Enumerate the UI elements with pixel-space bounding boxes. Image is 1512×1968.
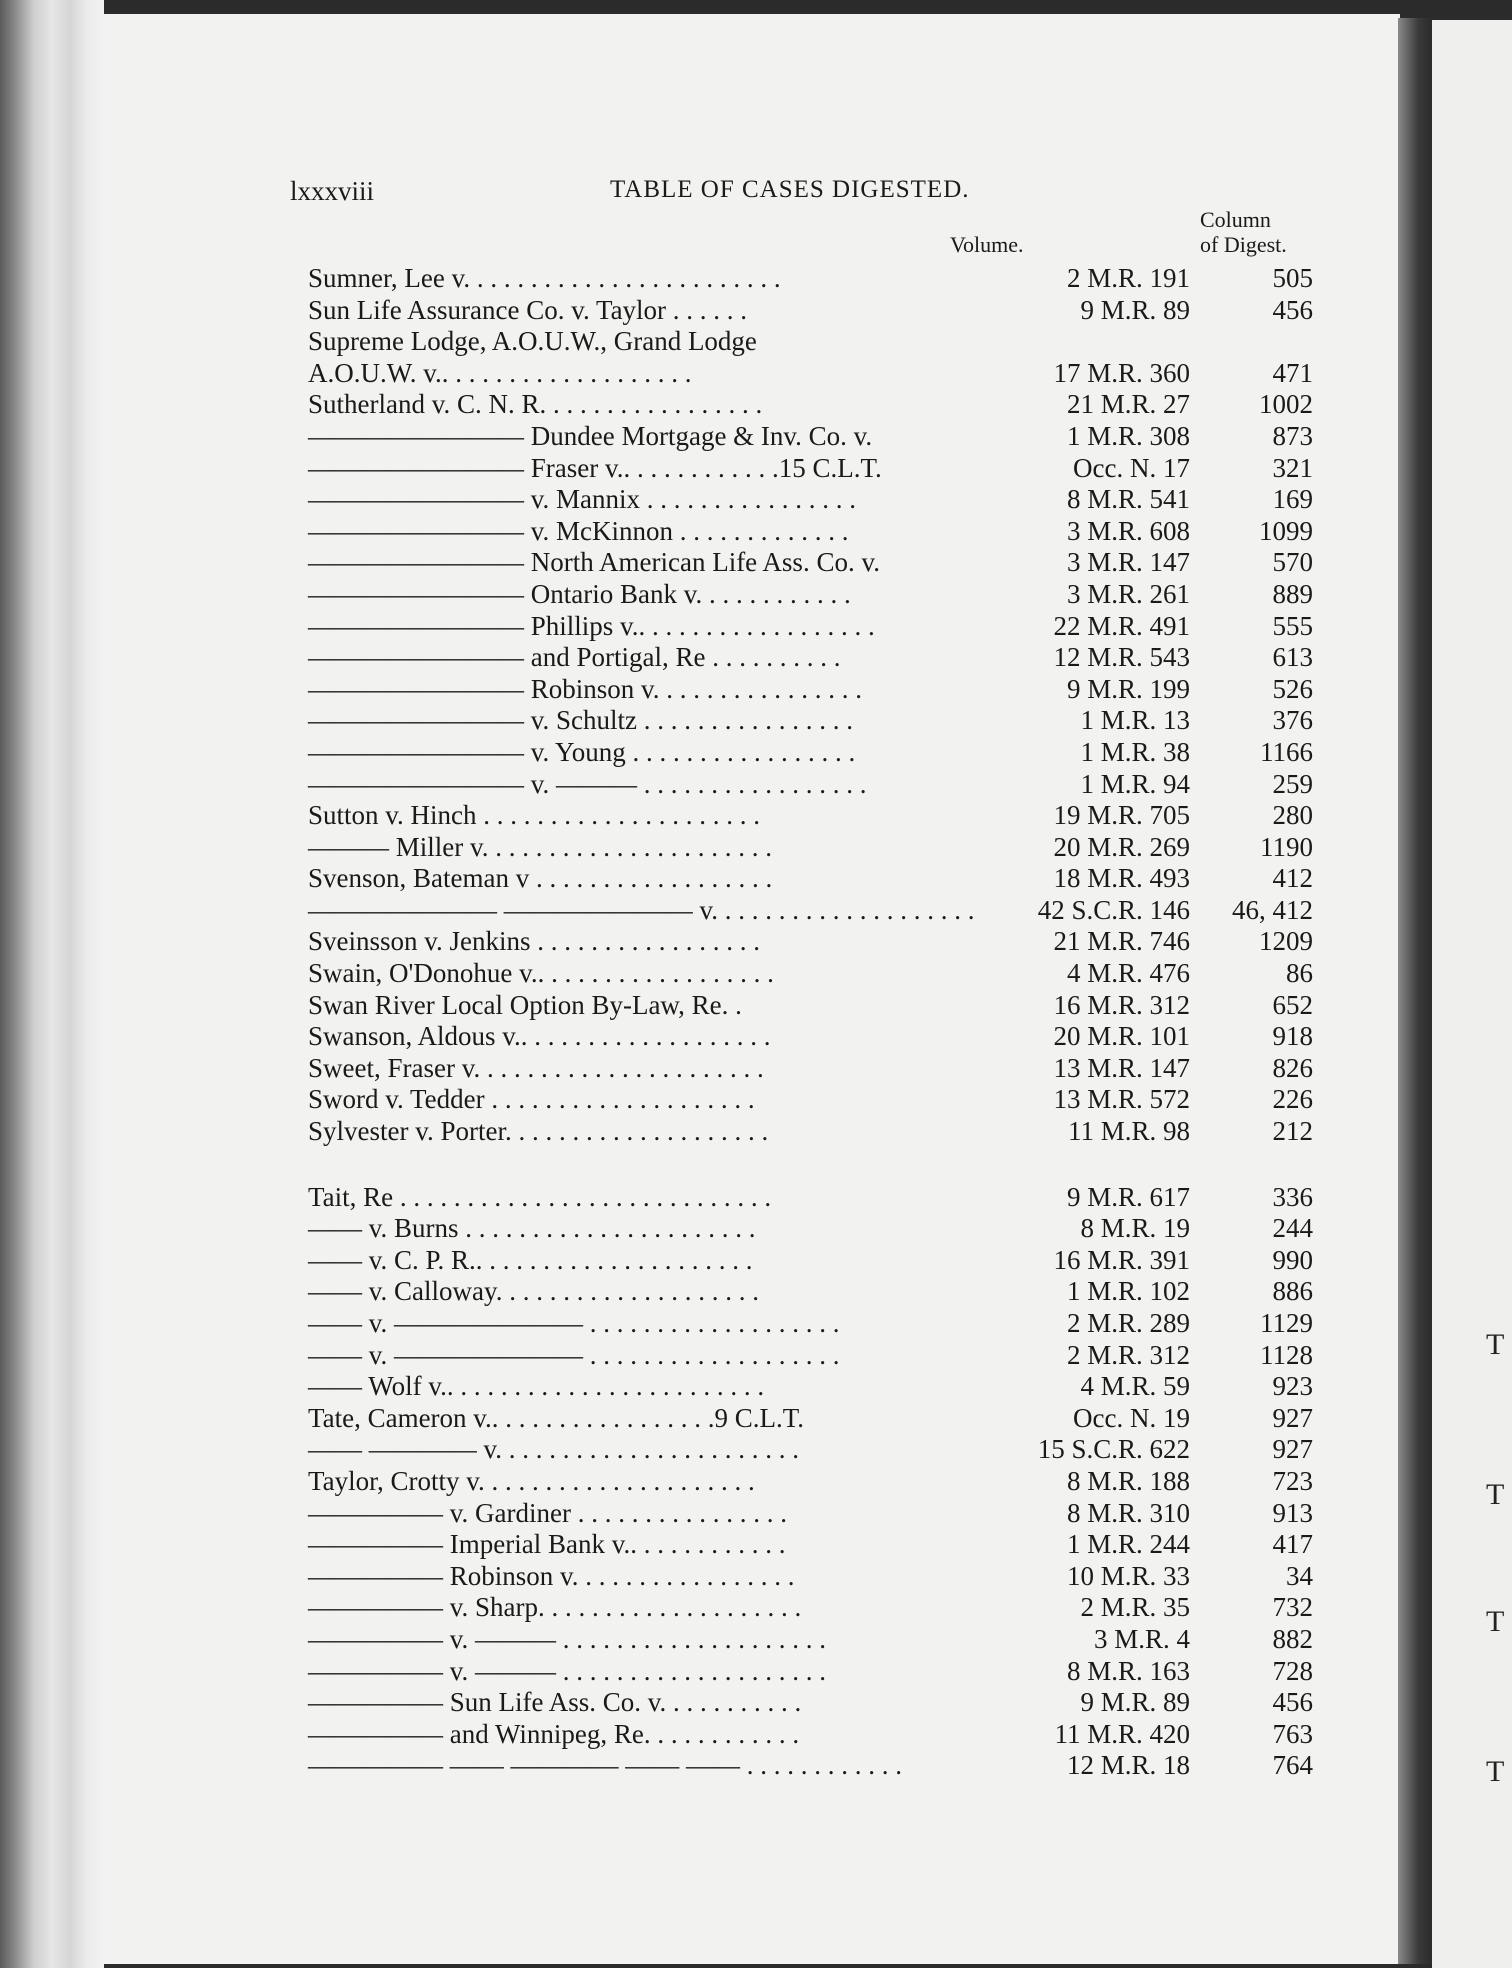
table-row [308,516,1313,548]
case-name: ————— v. ——— . . . . . . . . . . . . . . . . . . . . [308,1655,826,1686]
table-row [308,1624,1313,1656]
digest-column: 723 [1272,1465,1313,1496]
volume-reference: 16 M.R. 312 [1053,989,1190,1020]
volume-reference: 21 M.R. 746 [1053,926,1190,957]
case-name: —— v. ——————— . . . . . . . . . . . . . . . . . . . [308,1308,840,1338]
volume-reference: 1 M.R. 244 [1066,1529,1190,1560]
case-table [308,263,1313,1782]
volume-reference: 3 M.R. 261 [1066,578,1190,609]
digest-column: 505 [1272,263,1313,293]
table-row [308,1498,1313,1530]
digest-column: 46, 412 [1232,894,1313,925]
volume-reference: 2 M.R. 289 [1066,1308,1190,1338]
volume-reference: 1 M.R. 94 [1080,768,1190,799]
digest-column-heading-1: Column [1200,207,1271,232]
case-name: ———————— v. ——— . . . . . . . . . . . . . . . . . [308,768,867,799]
digest-column: 376 [1272,705,1313,736]
case-name: ———————— v. Mannix . . . . . . . . . . . . . . . . [308,484,856,515]
table-row [308,1403,1313,1435]
volume-reference: 8 M.R. 163 [1066,1655,1190,1686]
volume-reference: 1 M.R. 102 [1066,1276,1190,1307]
volume-reference: 42 S.C.R. 146 [1037,894,1190,925]
volume-reference: 11 M.R. 420 [1054,1718,1190,1749]
volume-reference: 9 M.R. 617 [1066,1181,1190,1212]
case-name: ———————— v. Young . . . . . . . . . . . . . . . . . [308,736,856,767]
digest-column: 471 [1272,357,1313,388]
table-row [308,421,1313,453]
volume-reference: 1 M.R. 38 [1080,736,1190,767]
case-name: ———————— Ontario Bank v. . . . . . . . . . . . [308,578,851,609]
table-row [308,1529,1313,1561]
case-name: ————— Robinson v. . . . . . . . . . . . . . . . . [308,1560,795,1591]
table-row [308,1371,1313,1403]
digest-column: 34 [1286,1560,1313,1591]
volume-reference: 2 M.R. 35 [1080,1592,1190,1623]
digest-column: 226 [1272,1084,1313,1115]
volume-reference: Occ. N. 17 [1073,452,1190,483]
case-name: Swanson, Aldous v.. . . . . . . . . . . . . . . . . . . [308,1021,771,1052]
volume-reference: 2 M.R. 191 [1066,263,1190,293]
case-name: ——— Miller v. . . . . . . . . . . . . . . . . . . . . . [308,831,772,862]
case-name: A.O.U.W. v.. . . . . . . . . . . . . . . . . . . [308,357,692,388]
case-name: ————— v. ——— . . . . . . . . . . . . . . . . . . . . [308,1623,826,1654]
digest-column: 927 [1272,1434,1313,1465]
volume-reference: 17 M.R. 360 [1053,357,1190,388]
digest-column: 652 [1272,989,1313,1020]
table-row [308,1021,1313,1053]
table-row [308,1116,1313,1148]
volume-reference: 1 M.R. 13 [1080,705,1190,736]
case-name: ———————— and Portigal, Re . . . . . . . . . . [308,642,841,673]
table-row [308,769,1313,801]
digest-column: 526 [1272,673,1313,704]
volume-reference: 19 M.R. 705 [1053,800,1190,831]
digest-column: 763 [1272,1718,1313,1749]
digest-column: 732 [1272,1592,1313,1623]
volume-reference: 1 M.R. 308 [1066,420,1190,451]
case-name: Sword v. Tedder . . . . . . . . . . . . . . . . . . . . [308,1084,755,1115]
table-row [308,611,1313,643]
case-name: Taylor, Crotty v. . . . . . . . . . . . . . . . . . . . . [308,1465,755,1496]
table-row [308,1340,1313,1372]
digest-column: 412 [1272,863,1313,894]
facing-page-letter: T [1486,1605,1505,1638]
volume-reference: 3 M.R. 4 [1093,1623,1190,1654]
case-name: ——————— ——————— v. . . . . . . . . . . . . . . . . . . . [308,894,975,925]
digest-column: 280 [1272,800,1313,831]
volume-reference: 9 M.R. 89 [1080,294,1190,325]
volume-reference: 8 M.R. 310 [1066,1497,1190,1528]
case-name: Supreme Lodge, A.O.U.W., Grand Lodge [308,326,757,357]
case-name: ———————— North American Life Ass. Co. v. [308,547,880,578]
digest-column: 321 [1272,452,1313,483]
case-name: ———————— Dundee Mortgage & Inv. Co. v. [308,420,873,451]
table-row [308,1434,1313,1466]
case-name: Sweet, Fraser v. . . . . . . . . . . . . . . . . . . . . . [308,1052,764,1083]
table-row [308,926,1313,958]
volume-reference: 9 M.R. 89 [1080,1687,1190,1718]
digest-column: 889 [1272,578,1313,609]
table-row [308,737,1313,769]
digest-column: 927 [1272,1402,1313,1433]
case-name: —— v. Burns . . . . . . . . . . . . . . . . . . . . . . [308,1213,756,1244]
table-row [308,484,1313,516]
digest-column: 873 [1272,420,1313,451]
case-name: —— v. Calloway. . . . . . . . . . . . . . . . . . . . [308,1276,759,1307]
case-name: Sumner, Lee v. . . . . . . . . . . . . . . . . . . . . . . . [308,263,781,293]
book-left-edge [0,0,104,1968]
volume-reference: Occ. N. 19 [1073,1402,1190,1433]
case-name: ————— —— ———— —— —— . . . . . . . . . . . . [308,1750,902,1781]
digest-column: 918 [1272,1021,1313,1052]
digest-column: 1099 [1259,515,1313,546]
volume-reference: 18 M.R. 493 [1053,863,1190,894]
volume-reference: 20 M.R. 269 [1053,831,1190,862]
case-name: Swan River Local Option By-Law, Re. . [308,989,742,1020]
table-row [308,863,1313,895]
facing-page-letter: T [1486,1478,1505,1511]
digest-column: 1002 [1259,389,1313,420]
digest-column: 1129 [1260,1308,1313,1338]
facing-page-letter: T [1486,1755,1505,1788]
digest-column: 913 [1272,1497,1313,1528]
case-name: Swain, O'Donohue v.. . . . . . . . . . . . . . . . . . [308,958,774,989]
digest-column-heading-2: of Digest. [1200,232,1287,257]
digest-column: 456 [1272,1687,1313,1718]
case-name: Tate, Cameron v.. . . . . . . . . . . . . . . . .9 C.L.T. [308,1402,805,1433]
digest-column: 764 [1272,1750,1313,1781]
table-row [308,642,1313,674]
page-gutter-shadow [1398,18,1432,1964]
digest-column: 86 [1286,958,1313,989]
volume-reference: 16 M.R. 391 [1053,1244,1190,1275]
case-name: —— ———— v. . . . . . . . . . . . . . . . . . . . . . . [308,1434,799,1465]
table-row [308,547,1313,579]
case-name: Svenson, Bateman v . . . . . . . . . . . . . . . . . . [308,863,773,894]
volume-reference: 12 M.R. 18 [1066,1750,1190,1781]
digest-column: 169 [1272,484,1313,515]
facing-page-letter: T [1486,1328,1505,1361]
digest-column: 336 [1272,1181,1313,1212]
case-name: ————— v. Sharp. . . . . . . . . . . . . . . . . . . . [308,1592,802,1623]
volume-reference: 13 M.R. 572 [1053,1084,1190,1115]
digest-column: 259 [1272,768,1313,799]
table-row [308,1719,1313,1751]
case-name: —— v. ——————— . . . . . . . . . . . . . . . . . . . [308,1339,840,1370]
volume-reference: 11 M.R. 98 [1067,1116,1190,1147]
volume-reference: 8 M.R. 19 [1080,1213,1190,1244]
table-row [308,1084,1313,1116]
table-row [308,1182,1313,1214]
page-header [290,176,1300,216]
case-name: ————— Sun Life Ass. Co. v. . . . . . . . . . . [308,1687,802,1718]
digest-column: 826 [1272,1052,1313,1083]
case-name: Tait, Re . . . . . . . . . . . . . . . . . . . . . . . . . . . . [308,1181,772,1212]
digest-column: 882 [1272,1623,1313,1654]
case-name: —— Wolf v.. . . . . . . . . . . . . . . . . . . . . . . . [308,1371,765,1402]
case-name: ————— Imperial Bank v.. . . . . . . . . . . . [308,1529,786,1560]
case-name: ————— and Winnipeg, Re. . . . . . . . . . . . [308,1718,800,1749]
table-row [308,579,1313,611]
digest-column: 1166 [1260,736,1313,767]
case-name: ———————— v. Schultz . . . . . . . . . . . . . . . . [308,705,853,736]
digest-column: 613 [1272,642,1313,673]
table-row [308,1656,1313,1688]
table-row [308,705,1313,737]
digest-column: 728 [1272,1655,1313,1686]
page-number: lxxxviii [290,176,375,206]
facing-page-edge [1432,20,1512,1968]
digest-column: 990 [1272,1244,1313,1275]
volume-reference: 9 M.R. 199 [1066,673,1190,704]
volume-reference: 2 M.R. 312 [1066,1339,1190,1370]
table-row [308,1687,1313,1719]
table-row [308,990,1313,1022]
case-name: —— v. C. P. R.. . . . . . . . . . . . . . . . . . . . . [308,1244,753,1275]
case-name: ———————— Robinson v. . . . . . . . . . . . . . . . [308,673,863,704]
volume-reference: 4 M.R. 59 [1080,1371,1190,1402]
table-row [308,800,1313,832]
volume-reference: 21 M.R. 27 [1066,389,1190,420]
digest-column: 417 [1272,1529,1313,1560]
table-row [308,326,1313,358]
table-row [308,453,1313,485]
table-row [308,895,1313,927]
digest-column: 570 [1272,547,1313,578]
case-name: Sun Life Assurance Co. v. Taylor . . . . . . [308,294,748,325]
case-name: Sylvester v. Porter. . . . . . . . . . . . . . . . . . . . [308,1116,769,1147]
table-row [308,1592,1313,1624]
table-row [308,358,1313,390]
volume-reference: 13 M.R. 147 [1053,1052,1190,1083]
digest-column: 212 [1272,1116,1313,1147]
table-row [308,389,1313,421]
page-title: TABLE OF CASES DIGESTED. [610,176,970,203]
case-name: ———————— v. McKinnon . . . . . . . . . . . . . [308,515,849,546]
volume-reference: 3 M.R. 147 [1066,547,1190,578]
table-row [308,295,1313,327]
digest-column: 1128 [1260,1339,1313,1370]
table-row [308,1466,1313,1498]
table-row [308,1245,1313,1277]
table-row [308,958,1313,990]
volume-column-heading: Volume. [950,232,1024,257]
table-row [308,832,1313,864]
digest-column: 923 [1272,1371,1313,1402]
volume-reference: 22 M.R. 491 [1053,610,1190,641]
digest-column: 886 [1272,1276,1313,1307]
volume-reference: 8 M.R. 541 [1066,484,1190,515]
digest-column: 1209 [1259,926,1313,957]
volume-reference: 3 M.R. 608 [1066,515,1190,546]
table-row [308,1053,1313,1085]
volume-reference: 4 M.R. 476 [1066,958,1190,989]
table-row [308,1750,1313,1782]
case-name: ————— v. Gardiner . . . . . . . . . . . . . . . . [308,1497,787,1528]
table-row [308,263,1313,295]
case-name: Sutton v. Hinch . . . . . . . . . . . . . . . . . . . . . [308,800,760,831]
digest-column: 456 [1272,294,1313,325]
case-name: ———————— Phillips v.. . . . . . . . . . . . . . . . . . [308,610,875,641]
table-row [308,1276,1313,1308]
case-name: ———————— Fraser v.. . . . . . . . . . . .15 C.L.T. [308,452,882,483]
table-row [308,1561,1313,1593]
case-name: Sveinsson v. Jenkins . . . . . . . . . . . . . . . . . [308,926,761,957]
volume-reference: 8 M.R. 188 [1066,1465,1190,1496]
case-name: Sutherland v. C. N. R. . . . . . . . . . . . . . . . . [308,389,763,420]
digest-column: 1190 [1260,831,1313,862]
volume-reference: 20 M.R. 101 [1053,1021,1190,1052]
table-row [308,674,1313,706]
digest-column: 555 [1272,610,1313,641]
table-row [308,1213,1313,1245]
digest-column: 244 [1272,1213,1313,1244]
table-row [308,1308,1313,1340]
volume-reference: 10 M.R. 33 [1066,1560,1190,1591]
volume-reference: 15 S.C.R. 622 [1037,1434,1190,1465]
volume-reference: 12 M.R. 543 [1053,642,1190,673]
